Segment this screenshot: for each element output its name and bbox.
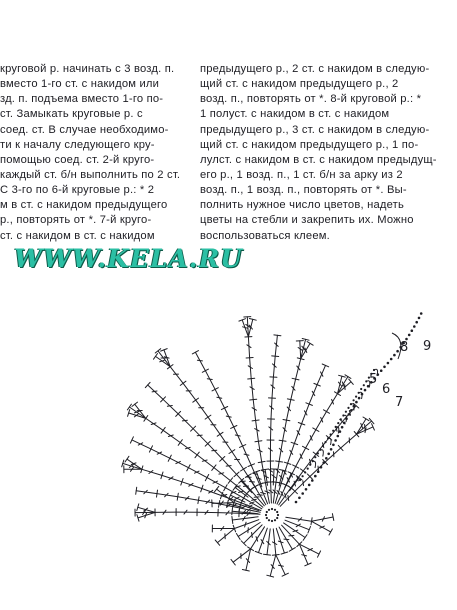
- fan-stitch: [148, 385, 163, 399]
- chain-dot: [274, 519, 276, 521]
- fan-tip-stitch: [300, 341, 301, 359]
- chain-dot: [276, 511, 278, 513]
- chain-dot: [413, 325, 416, 328]
- fan-stitch: [243, 446, 252, 465]
- fan-tip-stitch: [338, 377, 348, 394]
- fan-stitch: [325, 448, 341, 462]
- fan-stitch-bar: [219, 473, 224, 474]
- chain-dot: [396, 350, 399, 353]
- fan-stitch: [225, 408, 234, 427]
- row-number-7: 7: [395, 395, 404, 410]
- chain-dot: [387, 362, 390, 365]
- fan-tip-stitch: [301, 343, 310, 358]
- base-petal-stitch: [299, 544, 308, 564]
- fan-stitch-bar: [261, 493, 266, 494]
- fan-stitch-bar: [197, 360, 202, 361]
- chain-dot: [276, 517, 278, 519]
- base-stitch-cap: [236, 534, 240, 540]
- chain-dot: [305, 488, 308, 491]
- fan-stitch: [271, 398, 272, 419]
- fan-stitch: [151, 449, 170, 458]
- fan-stitch: [162, 475, 182, 481]
- text-line: полнить нужное число цветов, надеть: [200, 199, 405, 212]
- fan-stitch: [189, 468, 208, 478]
- base-stitch: [234, 520, 258, 529]
- base-petal-stitch-bar: [279, 565, 284, 566]
- fan-stitch: [132, 440, 151, 449]
- base-stitch-cap: [289, 548, 295, 552]
- base-petal-stitch: [312, 521, 331, 532]
- fan-stitch-bar: [226, 416, 231, 417]
- chain-dot: [330, 433, 332, 435]
- fan-stitch-bar: [185, 447, 190, 448]
- text-line: круговой р. начинать с 3 возд. п.: [0, 63, 175, 75]
- chain-dot: [355, 396, 357, 398]
- site-watermark: WWW.KELA.RU: [14, 244, 244, 273]
- fan-stitch-cap: [136, 487, 137, 494]
- fan-stitch-bar: [217, 397, 222, 398]
- text-line: соед. ст. В случае необходимо-: [0, 123, 169, 136]
- text-line: р., повторять от *. 7-й круго-: [0, 214, 152, 227]
- base-stitch: [276, 528, 284, 553]
- base-stitch-cap: [303, 535, 307, 541]
- chain-dot: [324, 441, 326, 443]
- base-stitch-bar: [252, 533, 253, 538]
- fan-stitch: [170, 367, 183, 384]
- fan-stitch: [341, 434, 357, 448]
- chain-dot: [314, 456, 316, 458]
- chain-dot: [266, 511, 268, 513]
- chain-dot: [340, 418, 342, 420]
- text-line: цветы на стебли и закрепить их. Можно: [200, 214, 414, 227]
- fan-stitch-bar: [318, 466, 319, 471]
- chain-dot: [322, 445, 324, 447]
- base-petal-stitch: [299, 544, 319, 554]
- base-stitch: [279, 527, 292, 549]
- base-stitch-cap: [232, 517, 233, 524]
- chain-dot: [415, 321, 418, 324]
- chain-dot: [271, 508, 273, 510]
- text-line: 1 полуст. с накидом в ст. с накидом: [200, 108, 390, 121]
- fan-tip-stitch-cap: [154, 354, 158, 360]
- fan-stitch: [222, 459, 236, 474]
- fan-stitch: [193, 429, 208, 444]
- chain-dot: [301, 492, 304, 495]
- fan-tip-stitch-cap: [307, 342, 313, 346]
- chain-dot: [364, 389, 367, 392]
- fan-stitch: [271, 419, 272, 440]
- chain-dot: [325, 457, 328, 460]
- fan-stitch: [215, 389, 225, 408]
- fan-stitch: [272, 377, 273, 398]
- fan-stitch: [296, 359, 301, 379]
- base-stitch-cap: [264, 554, 271, 555]
- fan-stitch-bar: [202, 460, 207, 461]
- base-petal-stitch: [218, 529, 235, 543]
- fan-stitch: [234, 427, 243, 446]
- fan-stitch: [310, 462, 325, 476]
- chain-dot: [274, 509, 276, 511]
- fan-stitch: [296, 448, 306, 467]
- chain-dot: [420, 312, 423, 315]
- fan-stitch-bar: [244, 454, 249, 455]
- inner-stitch-bar: [250, 482, 255, 483]
- text-line: возд. п., повторять от *. 8-й круговой р.: *: [200, 93, 422, 106]
- fan-tip-stitch-cap: [363, 417, 369, 421]
- fan-stitch: [146, 418, 163, 430]
- base-petal-stitch-cap: [231, 559, 235, 565]
- fan-stitch-bar: [288, 496, 289, 501]
- fan-stitch: [182, 482, 202, 489]
- fan-stitch: [208, 417, 220, 434]
- chain-dot: [302, 475, 304, 477]
- fan-stitch: [309, 385, 317, 404]
- fan-stitch: [327, 394, 338, 412]
- text-line: щий ст. с накидом предыдущего р., 2: [200, 78, 399, 91]
- base-stitch: [273, 529, 276, 555]
- fan-stitch: [163, 430, 180, 442]
- chain-dot: [353, 399, 355, 401]
- chain-dot: [268, 519, 270, 521]
- fan-stitch-cap: [274, 335, 281, 336]
- chain-dot: [330, 448, 333, 451]
- row-number-9: 9: [423, 339, 432, 354]
- fan-stitch: [220, 434, 232, 451]
- fan-stitch: [294, 424, 301, 444]
- base-stitch-bar: [284, 539, 289, 540]
- row-number-5: 5: [369, 372, 378, 387]
- chain-dot: [337, 422, 339, 424]
- chain-dot: [348, 413, 351, 416]
- text-line: воспользоваться клеем.: [200, 229, 330, 242]
- fan-stitch: [197, 455, 214, 468]
- fan-stitch-bar: [226, 466, 231, 467]
- chain-dot: [347, 407, 349, 409]
- fan-stitch-bar: [207, 379, 212, 380]
- fan-tip-stitch-cap: [127, 404, 131, 410]
- chain-dot: [332, 430, 334, 432]
- text-line: С 3-го по 6-й круговые р.: * 2: [0, 184, 155, 197]
- fan-stitch: [180, 443, 197, 455]
- chain-dot: [295, 501, 298, 504]
- chain-dot: [343, 422, 346, 425]
- fan-stitch: [218, 513, 239, 514]
- fan-tip-stitch-cap: [345, 375, 351, 379]
- chain-dot: [332, 444, 335, 447]
- chain-dot: [322, 461, 325, 464]
- chain-dot: [380, 369, 383, 372]
- chain-dot: [341, 426, 344, 429]
- fan-stitch-bar: [252, 499, 257, 500]
- chain-dot: [268, 509, 270, 511]
- text-line: зд. п. подъема вместо 1-го по-: [0, 93, 164, 106]
- chain-dot: [271, 520, 273, 522]
- base-petal-stitch: [270, 555, 276, 576]
- chain-dot: [298, 497, 301, 500]
- chain-dot: [337, 435, 340, 438]
- chain-dot: [350, 409, 353, 412]
- fan-stitch: [178, 414, 193, 429]
- chain-dot: [408, 334, 411, 337]
- base-petal-stitch-cap: [215, 486, 219, 492]
- text-line: ти к началу следующего кру-: [0, 138, 155, 151]
- fan-stitch-bar: [152, 391, 157, 392]
- fan-stitch: [303, 454, 316, 471]
- text-line: лулст. с накидом в ст. с накидом предыдущ-: [200, 153, 437, 166]
- chain-dot: [277, 514, 279, 516]
- chain-dot: [308, 484, 311, 487]
- chain-arc: [320, 450, 324, 457]
- fan-stitch-bar: [212, 450, 217, 451]
- fan-stitch: [196, 400, 208, 417]
- text-line: м в ст. с накидом предыдущего: [0, 199, 168, 212]
- row-number-8: 8: [400, 340, 409, 355]
- chain-dot: [327, 453, 330, 456]
- fan-stitch: [306, 430, 316, 448]
- chain-dot: [383, 366, 386, 369]
- text-line: ст. с накидом в ст. с накидом: [0, 229, 155, 242]
- fan-stitch: [302, 404, 310, 424]
- chain-dot: [304, 471, 306, 473]
- fan-stitch-bar: [197, 435, 202, 436]
- fan-stitch: [271, 482, 272, 503]
- fan-stitch: [316, 412, 327, 430]
- fan-stitch-bar: [182, 420, 187, 421]
- fan-stitch: [288, 443, 295, 463]
- fan-stitch: [195, 352, 205, 370]
- fan-stitch-cap: [192, 351, 198, 354]
- base-petal-stitch: [276, 555, 285, 575]
- text-line: ст. Замыкать круговые р. с: [0, 108, 143, 121]
- fan-stitch: [207, 478, 225, 488]
- fan-stitch-bar: [257, 495, 262, 496]
- chain-dot: [314, 475, 317, 478]
- fan-stitch-bar: [310, 459, 311, 464]
- chain-dot: [317, 452, 319, 454]
- base-petal-stitch-bar: [302, 555, 307, 556]
- chain-dot: [393, 354, 396, 357]
- fan-tip-stitch-cap: [125, 456, 129, 462]
- chain-dot: [360, 388, 362, 390]
- chain-dot: [265, 514, 267, 516]
- text-line: вместо 1-го ст. с накидом или: [0, 78, 160, 91]
- chain-dot: [320, 466, 323, 469]
- fan-stitch-bar: [235, 435, 240, 436]
- text-line: предыдущего р., 3 ст. с накидом в следую-: [200, 123, 430, 136]
- chain-dot: [390, 358, 393, 361]
- inner-stitch-cap: [233, 485, 237, 491]
- base-stitch-bar: [289, 535, 294, 536]
- base-stitch: [285, 520, 309, 530]
- chain-dot: [311, 479, 314, 482]
- row-number-6: 6: [382, 382, 391, 397]
- fan-stitch: [248, 337, 249, 358]
- fan-stitch: [170, 458, 189, 468]
- chain-dot: [266, 517, 268, 519]
- fan-stitch: [214, 468, 231, 481]
- fan-tip-stitch-bar: [243, 327, 248, 328]
- fan-stitch: [317, 365, 325, 384]
- chain-dot: [411, 329, 414, 332]
- text-line: предыдущего р., 2 ст. с накидом в следую-: [200, 63, 430, 75]
- chain-dot: [345, 411, 347, 413]
- fan-tip-stitch-cap: [132, 402, 138, 406]
- base-stitch-cap: [232, 508, 233, 515]
- fan-stitch: [163, 399, 178, 414]
- chain-dot: [307, 468, 309, 470]
- chain-arc: [312, 461, 316, 468]
- chain-dot: [418, 317, 421, 320]
- fan-tip-stitch-cap: [155, 349, 161, 353]
- fan-stitch: [202, 489, 222, 496]
- inner-stitch: [248, 476, 256, 490]
- text-line: его р., 1 возд. п., 1 ст. б/н за арку из 2: [200, 168, 403, 181]
- fan-stitch-bar: [167, 406, 172, 407]
- fan-stitch: [183, 383, 196, 400]
- chain-dot: [358, 397, 361, 400]
- fan-stitch: [205, 371, 215, 390]
- fan-stitch: [142, 469, 162, 475]
- chain-dot: [334, 439, 337, 442]
- chain-dot: [317, 470, 320, 473]
- fan-stitch: [250, 358, 252, 379]
- fan-stitch-bar: [303, 481, 304, 486]
- base-petal-stitch-cap: [332, 514, 333, 521]
- chain-dot: [363, 384, 365, 386]
- text-line: щий ст. с накидом предыдущего р., 1 по-: [200, 138, 419, 151]
- fan-stitch: [208, 444, 223, 459]
- base-petal-stitch-cap: [329, 529, 332, 535]
- fan-stitch: [232, 452, 244, 470]
- fan-tip-stitch: [138, 507, 155, 512]
- text-line: каждый ст. б/н выполнить по 2 ст.: [0, 168, 181, 181]
- chain-dot: [355, 401, 358, 404]
- inner-stitch-bar: [239, 491, 244, 492]
- chain-dot: [299, 479, 301, 481]
- chain-arc: [328, 438, 332, 445]
- text-line: помощью соед. ст. 2-й круго-: [0, 153, 155, 166]
- fan-tip-stitch: [158, 351, 170, 367]
- base-stitch: [259, 528, 268, 552]
- chain-dot: [309, 464, 311, 466]
- text-line: возд. п., 1 возд. п., повторять от *. Вы-: [200, 184, 407, 197]
